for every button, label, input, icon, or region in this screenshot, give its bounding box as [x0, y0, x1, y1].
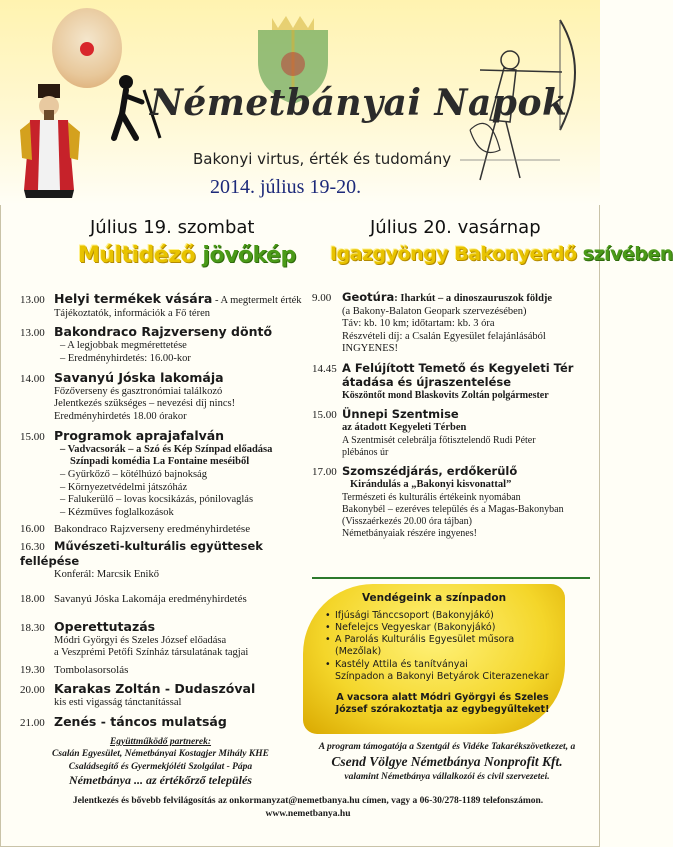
event-title-extra: : Iharkút – a dinoszauruszok földje	[394, 293, 553, 304]
poster-subtitle: Bakonyi virtus, érték és tudomány	[193, 150, 452, 168]
event-desc: – Falukerülő – lovas kocsikázás, pónilovaglás	[60, 494, 254, 506]
day1-heading: Július 19. szombat	[90, 217, 255, 238]
event-dates: 2014. július 19-20.	[210, 176, 362, 198]
day2-theme-part-b: szívében	[576, 243, 673, 265]
event-title: Savanyú Jóska lakomája	[54, 369, 224, 385]
guest-name: Nefelejcs Vegyeskar (Bakonyjákó)	[335, 622, 496, 634]
event-title: Bakondraco Rajzverseny döntő	[54, 324, 273, 340]
partners-line: Családsegítő és Gyermekjóléti Szolgálat - Pápa	[68, 761, 253, 772]
day1-theme-part-a: Múltidéző	[78, 243, 196, 268]
event-desc: Eredményhirdetés 18.00 órakor	[54, 410, 187, 422]
guest-item	[325, 634, 560, 658]
event-desc: Bakonybél – ezeréves település és a Magas-Bakonyban	[342, 503, 564, 515]
event-title: Művészeti-kulturális együttesek fellépése	[20, 539, 263, 568]
event-desc: Jelentkezés szükséges – nevezési díj nincs!	[54, 398, 236, 410]
event-desc: Természeti és kulturális értékeink nyomában	[342, 491, 521, 503]
program-item	[20, 291, 310, 320]
event-desc: – Gyűrkőző – kötélhúzó bajnokság	[60, 468, 207, 480]
event-title: Geotúra	[342, 290, 395, 304]
event-title: Ünnepi Szentmise	[342, 406, 459, 421]
program-item	[312, 465, 594, 540]
event-desc: – Vadvacsorák – a Szó és Kép Színpad előadása	[60, 443, 273, 455]
event-desc: Köszöntőt mond Blaskovits Zoltán polgármester	[342, 389, 549, 401]
program-item	[20, 370, 310, 424]
event-desc: (a Bakony-Balaton Geopark szervezésében)	[342, 305, 527, 317]
event-title: Operettutazás	[54, 618, 156, 634]
day2-heading: Július 20. vasárnap	[370, 217, 541, 238]
green-divider	[312, 577, 590, 579]
program-item	[20, 619, 310, 660]
event-title: A Felújított Temető és Kegyeleti Tér	[342, 360, 574, 375]
event-title: Savanyú Jóska Lakomája eredményhirdetés	[54, 593, 247, 606]
event-desc: Konferál: Marcsik Enikő	[54, 568, 159, 580]
program-item	[20, 428, 310, 520]
event-title-extra: - A megtermelt érték	[212, 295, 302, 306]
program-item	[20, 593, 310, 606]
event-desc: kis esti vigasság tánctanítással	[54, 697, 182, 709]
support-block	[302, 741, 592, 783]
event-desc: – Eredményhirdetés: 16.00-kor	[60, 352, 191, 364]
program-item	[20, 324, 310, 365]
event-desc: Németbányaiak részére ingyenes!	[342, 527, 477, 539]
event-time: 13.00	[20, 327, 45, 340]
costumed-figure-illustration	[10, 80, 95, 205]
event-title: Zenés - táncos mulatság	[54, 713, 227, 729]
event-time: 16.00	[20, 523, 45, 536]
program-item	[312, 408, 594, 459]
partners-line: Csalán Egyesület, Németbányai Kostagjer Mihály KHE	[52, 749, 269, 760]
event-desc: Kirándulás a „Bakonyi kisvonattal”	[350, 478, 512, 490]
bullet-icon: •	[325, 610, 331, 621]
bullet-icon: •	[325, 634, 331, 646]
partners-block	[18, 736, 303, 789]
day2-theme-part-a: Igazgyöngy Bakonyerdő	[330, 243, 577, 265]
day1-theme	[78, 243, 296, 268]
event-desc: Módri Györgyi és Szeles József előadása	[54, 634, 227, 646]
program-item	[20, 664, 310, 677]
event-desc: Táv: kb. 10 km; időtartam: kb. 3 óra	[342, 318, 495, 330]
event-title: Karakas Zoltán - Dudaszóval	[54, 681, 256, 697]
partners-title: Együttműködő partnerek:	[109, 737, 212, 747]
contact-block	[38, 795, 578, 821]
event-desc: – Kézműves foglalkozások	[60, 506, 174, 518]
program-item	[20, 681, 310, 710]
event-title: Tombolasorsolás	[54, 664, 129, 676]
clown-nose	[80, 42, 94, 56]
event-time: 18.30	[20, 621, 45, 634]
guests-footer: A vacsora alatt Módri Györgyi és Szeles József szórakoztatja az egybegyűlteket!	[335, 692, 550, 716]
day2-theme	[330, 243, 673, 265]
poster-title: Németbányai Napok	[150, 82, 568, 124]
bullet-icon: •	[325, 658, 331, 670]
event-time: 14.00	[20, 372, 45, 385]
day1-theme-part-b: jövőkép	[195, 243, 296, 268]
event-time: 17.00	[312, 465, 337, 478]
guest-name: Színpadon a Bakonyi Betyárok Citerazenekar	[335, 670, 549, 682]
program-item	[20, 714, 310, 730]
event-title: Programok aprajafalván	[54, 427, 225, 443]
program-item	[312, 291, 594, 356]
day2-program	[312, 291, 594, 540]
event-desc: az átadott Kegyeleti Térben	[342, 422, 467, 434]
event-title-line2: átadása és újraszentelése	[342, 375, 512, 390]
event-desc: Részvételi díj: a Csalán Egyesület felajánlásából	[342, 330, 546, 342]
guest-name: A Parolás Kulturális Egyesület műsora (Mezőlak)	[335, 634, 515, 658]
event-time: 15.00	[312, 408, 337, 421]
event-time: 9.00	[312, 292, 332, 304]
event-title: Szomszédjárás, erdőkerülő	[342, 463, 518, 478]
event-desc: – A legjobbak megmérettetése	[60, 340, 187, 352]
support-org: Csend Völgye Németbánya Nonprofit Kft.	[331, 754, 563, 770]
event-desc: (Visszaérkezés 20.00 óra tájban)	[342, 515, 472, 527]
event-time: 20.00	[20, 684, 45, 697]
program-item	[20, 540, 310, 581]
event-desc: Főzőverseny és gasztronómiai találkozó	[54, 385, 223, 397]
event-desc: plébános úr	[342, 446, 389, 458]
event-title: Bakondraco Rajzverseny eredményhirdetése	[54, 523, 251, 536]
event-time: 18.00	[20, 593, 45, 606]
program-item	[312, 362, 594, 402]
event-desc: a Veszprémi Petőfi Színház társulatának tagjai	[54, 647, 249, 659]
event-time: 14.45	[312, 362, 337, 375]
support-line: A program támogatója a Szentgál és Vidéke Takarékszövetkezet, a	[318, 742, 576, 752]
contact-info: Jelentkezés és bővebb felvilágosítás az onkormanyzat@nemetbanya.hu címen, vagy a 06-30/278-1189 telefonszámon.	[72, 796, 544, 806]
bullet-icon: •	[325, 622, 331, 634]
guest-item	[325, 659, 560, 671]
guest-item	[325, 622, 560, 634]
event-desc: A Szentmisét celebrálja főtisztelendő Rudi Péter	[342, 434, 536, 446]
event-desc: – Környezetvédelmi játszóház	[60, 481, 188, 493]
event-desc: INGYENES!	[342, 343, 398, 355]
support-line: valamint Németbánya vállalkozói és civil szervezetei.	[344, 771, 550, 782]
guest-item-continuation	[325, 671, 560, 683]
event-time: 16.30	[20, 541, 45, 554]
website-link[interactable]: www.nemetbanya.hu	[265, 808, 351, 819]
guest-name: Kastély Attila és tanítványai	[335, 658, 468, 670]
event-desc: Tájékoztatók, információk a Fő téren	[54, 307, 210, 319]
event-time: 21.00	[20, 716, 45, 729]
event-time: 19.30	[20, 664, 45, 676]
event-time: 15.00	[20, 430, 45, 443]
guest-name: Ifjúsági Tánccsoport (Bakonyjákó)	[335, 610, 494, 621]
day1-program	[20, 291, 310, 730]
event-time: 13.00	[20, 294, 45, 306]
guest-item	[325, 610, 560, 622]
event-desc: Színpadi komédia La Fontaine meséiből	[70, 456, 250, 468]
guests-title: Vendégeink a színpadon	[361, 592, 507, 604]
guests-list	[325, 610, 560, 683]
partners-slogan: Németbánya ... az értékőrző település	[69, 773, 252, 788]
event-title: Helyi termékek vására	[54, 291, 213, 306]
program-item	[20, 523, 310, 536]
guests-box	[303, 584, 565, 734]
